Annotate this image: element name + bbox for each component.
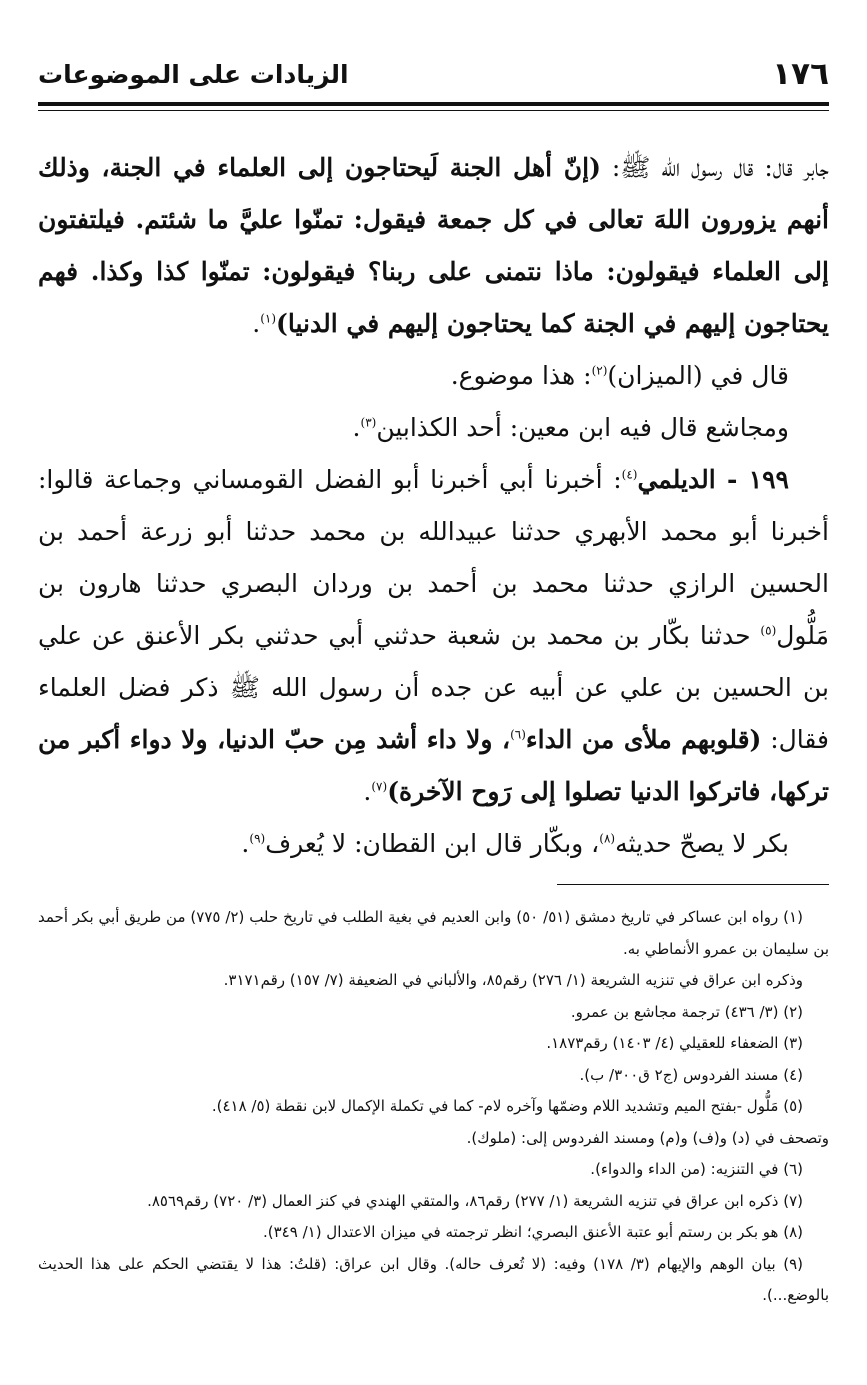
hadith-text: (إنّ أهل الجنة لَيحتاجون إلى العلماء في الجنة، وذلك أنهم يزورون اللهَ تعالى في كل جمعة فيقول: تمنّوا عليَّ ما شئتم. فيلتفتون إلى العلماء فيقولون: ماذا نتمنى على ربنا؟ فيقولون: تمنّوا كذا وكذا. فهم يحتاجون إليهم في الجنة كما يحتاجون إليهم في الدنيا): [38, 153, 829, 338]
page-header: [38, 52, 829, 96]
hadith-text: (قلوبهم ملأى من الداء: [525, 725, 762, 754]
footnote-ref: (٩): [249, 831, 266, 846]
footnote-ref: (٥): [760, 623, 777, 638]
text-segment: ، وبكّار قال ابن القطان: لا يُعرف: [265, 829, 600, 858]
text-segment: قال في (الميزان): [607, 361, 789, 390]
text-segment: .: [241, 829, 250, 858]
paragraph-hadith-jabir: [38, 142, 829, 350]
footnote-ref: (٤): [621, 467, 638, 482]
footnote-ref: (١): [260, 311, 277, 326]
header-rule-thin: [38, 110, 829, 111]
footnote-8: (٨) هو بكر بن رستم أبو عتبة الأعنق البصري؛ انظر ترجمته في ميزان الاعتدال (١/ ٣٤٩).: [263, 1223, 803, 1241]
footnote-ref: (٢): [591, 363, 608, 378]
footnote-5-continued: وتصحف في (د) و(ف) و(م) ومسند الفردوس إلى: (ملوك).: [466, 1128, 829, 1147]
paragraph-mujashi: [38, 402, 829, 454]
text-segment: ومجاشع قال فيه ابن معين: أحد الكذابين: [376, 413, 789, 442]
page-number: ١٧٦: [772, 56, 829, 92]
footnotes: [38, 902, 829, 1312]
footnote-1: (١) رواه ابن عساكر في تاريخ دمشق (٥١/ ٥٠) وابن العديم في بغية الطلب في تاريخ حلب (٢/ ٧٧٥) من طريق أبي بكر أحمد بن سليمان بن عمرو الأنماطي به.: [38, 908, 829, 958]
paragraph-hadith-199: [38, 454, 829, 818]
text-segment: بكر لا يصحّ حديثه: [615, 829, 789, 858]
running-title: الزيادات على الموضوعات: [38, 59, 349, 89]
text-segment: : هذا موضوع.: [450, 361, 592, 390]
hadith-text: ، ولا داء أشد مِن حبّ الدنيا، ولا دواء أكبر من تركها، فاتركوا الدنيا تصلوا إلى رَوح الآخرة): [38, 725, 829, 806]
text-segment: .: [252, 309, 261, 338]
footnote-6: (٦) في التنزيه: (من الداء والدواء).: [590, 1160, 803, 1178]
footnote-3: (٣) الضعفاء للعقيلي (٤/ ١٤٠٣) رقم١٨٧٣.: [546, 1034, 803, 1052]
footnote-ref: (٣): [360, 415, 377, 430]
footnote-ref: (٦): [510, 727, 526, 742]
hadith-number-source: ١٩٩ - الديلمي: [637, 465, 789, 494]
text-segment: : أخبرنا أبي أخبرنا أبو الفضل القومساني وجماعة قالوا: أخبرنا أبو محمد الأبهري حدثنا عبيدالله بن محمد حدثنا أبو زرعة أحمد بن الحسين الرازي حدثنا محمد بن أحمد بن وردان البصري حدثنا هارون بن مَلُّول: [38, 465, 829, 650]
header-rule-thick: [38, 102, 829, 106]
footnote-ref: (٧): [371, 779, 388, 794]
footnote-5: (٥) مَلُّول -بفتح الميم وتشديد اللام وضمّها وآخره لام- كما في تكملة الإكمال لابن نقطة (٥/ ٤١٨).: [211, 1097, 803, 1115]
footnote-4: (٤) مسند الفردوس (ج٢ ق٣٠٠/ ب).: [579, 1065, 803, 1084]
main-text: [38, 142, 829, 870]
footnote-separator: [557, 884, 829, 885]
text-segment: .: [352, 413, 361, 442]
text-segment: حدثنا بكّار بن محمد بن شعبة حدثني أبي حدثني بكر الأعنق عن علي بن الحسين بن علي عن أبيه عن جده أن رسول الله ﷺ ذكر فضل العلماء فقال:: [38, 621, 830, 754]
footnote-ref: (٨): [599, 831, 616, 846]
text-segment: .: [363, 777, 372, 806]
paragraph-bakr: [38, 818, 829, 870]
paragraph-mizan: [38, 350, 829, 402]
footnote-2: (٢) (٣/ ٤٣٦) ترجمة مجاشع بن عمرو.: [570, 1002, 803, 1021]
footnote-7: (٧) ذكره ابن عراق في تنزيه الشريعة (١/ ٢٧٧) رقم٨٦، والمتقي الهندي في كنز العمال (٣/ ٧٢٠) رقم٨٥٦٩.: [147, 1191, 803, 1210]
footnote-9: (٩) بيان الوهم والإيهام (٣/ ١٧٨) وفيه: (لا تُعرف حاله). وقال ابن عراق: (قلتُ: هذا لا يقتضي الحكم على هذا الحديث بالوضع...).: [38, 1254, 829, 1304]
footnote-1-continued: وذكره ابن عراق في تنزيه الشريعة (١/ ٢٧٦) رقم٨٥، والألباني في الضعيفة (٧/ ١٥٧) رقم٣١٧١.: [223, 971, 803, 989]
text-segment: جابر قال: قال رسول الله ﷺ:: [600, 153, 830, 182]
